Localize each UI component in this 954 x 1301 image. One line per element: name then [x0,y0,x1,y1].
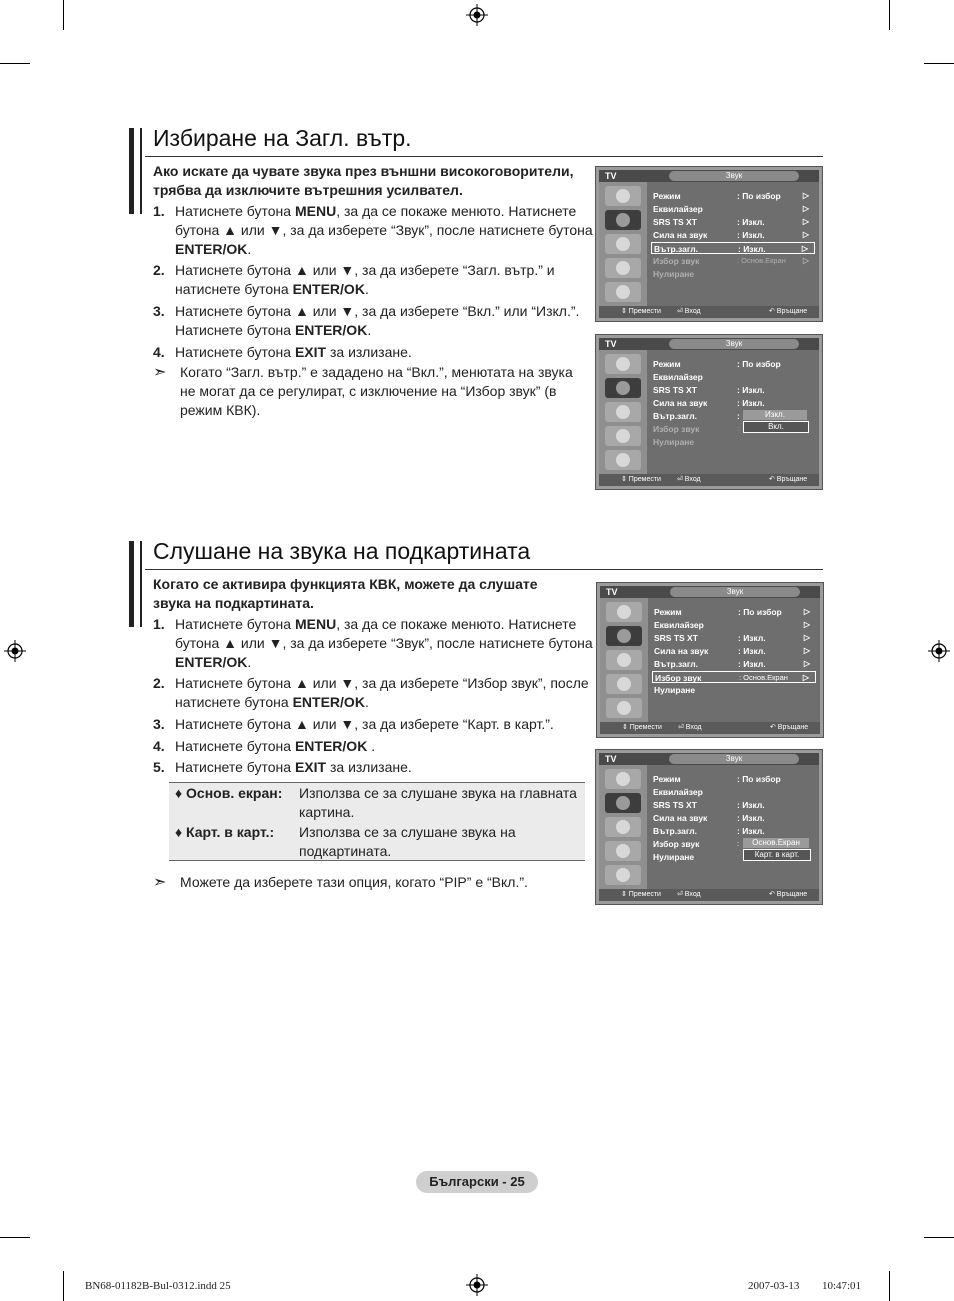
menu-category-glyph-icon [616,381,630,395]
menu-category-glyph-icon [616,261,630,275]
tv-menu-row-value: : [737,424,740,433]
chevron-right-icon: ▷ [802,191,809,200]
menu-category-icon [605,186,641,206]
note-arrow-icon: ➣ [153,364,167,381]
tv-menu-sidebar [599,765,647,889]
step-text: Натиснете бутона ENTER/OK . [175,738,376,754]
tv-menu-hint-move: ⇕ Премести [622,724,662,731]
menu-category-icon [605,426,641,446]
tv-menu-popup-option: Основ.Екран [743,838,809,848]
tv-menu-bottom-bar [599,889,819,901]
tv-menu-popup-option: Вкл. [743,421,809,433]
chevron-right-icon: ▷ [803,607,810,616]
tv-menu-row-value: : По избор [737,359,781,369]
option-key: ♦ Карт. в карт.: [175,824,275,840]
option-value: Използва се за слушане звука на главната картина. [299,785,577,820]
menu-category-icon [605,378,641,398]
tv-menu-row [651,825,815,837]
tv-menu-row-label: Режим [653,774,681,784]
tv-menu-hint-move: ⇕ Премести [621,476,661,483]
step-text: Натиснете бутона EXIT за излизане. [175,344,412,360]
tv-menu-row-label: Избор звук [653,424,700,434]
option-item [175,784,579,822]
tv-label: TV [605,339,617,349]
page-number-badge: Български - 25 [416,1171,538,1193]
tv-menu-hint-back: ↶ Връщане [770,724,809,731]
chevron-right-icon: ▷ [803,659,810,668]
option-item [175,823,579,861]
tv-menu-hint-back: ↶ Връщане [769,891,808,898]
menu-category-glyph-icon [616,357,630,371]
step-text: Натиснете бутона ▲ или ▼, за да изберете “Загл. вътр.” и натиснете бутона ENTER/OK. [175,262,555,297]
step-text: Натиснете бутона ▲ или ▼, за да изберете “Карт. в карт.”. [175,716,554,732]
step-number: 2. [153,262,165,278]
crop-mark [63,0,64,30]
chevron-right-icon: ▷ [803,633,810,642]
chevron-right-icon: ▷ [802,217,809,226]
tv-menu-row-label: SRS TS XT [653,800,697,810]
option-value: Използва се за слушане звука на подкартината. [299,824,516,859]
tv-menu-row [651,268,815,280]
tv-menu-row [651,190,815,202]
tv-menu-topbar [599,753,819,765]
crop-mark [889,1271,890,1301]
menu-category-glyph-icon [616,429,630,443]
tv-menu-row-label: Режим [653,191,681,201]
menu-category-glyph-icon [617,629,631,643]
tv-menu-row [652,606,816,618]
tv-menu-row-label: SRS TS XT [653,217,697,227]
tv-menu-topbar [599,170,819,182]
tv-menu-row-value: : Изкл. [737,826,765,836]
registration-mark-icon [4,640,26,662]
crop-mark [924,63,954,64]
step-number: 2. [153,675,165,691]
note-arrow-icon: ➣ [153,874,167,891]
tv-menu-row-label: Вътр.загл. [653,826,697,836]
tv-menu-row-label: Сила на звук [653,813,708,823]
menu-category-glyph-icon [617,653,631,667]
menu-category-icon [606,626,642,646]
tv-menu-title: Звук [669,754,799,764]
tv-menu-inner [599,753,819,901]
tv-menu-row [651,384,815,396]
section-rule [145,569,823,570]
tv-menu-row-label: Сила на звук [653,230,708,240]
step-text: Натиснете бутона ▲ или ▼, за да изберете “Избор звук”, после натиснете бутона ENTER/OK. [175,675,589,710]
tv-menu-row-label: Еквилайзер [654,620,704,630]
menu-category-glyph-icon [617,605,631,619]
tv-menu-row-value: : Изкл. [738,646,766,656]
footer-file-info: BN68-01182B-Bul-0312.indd 25 [85,1280,231,1292]
menu-category-glyph-icon [616,213,630,227]
tv-menu-row [651,786,815,798]
tv-menu-row [651,242,815,254]
menu-category-glyph-icon [616,405,630,419]
tv-menu-row [652,658,816,670]
menu-category-icon [605,865,641,885]
chevron-right-icon: ▷ [802,256,809,265]
tv-menu-row-value: : По избор [737,191,781,201]
tv-menu-row-label: Сила на звук [653,398,708,408]
tv-menu-bottom-bar [600,722,820,734]
section-intro: Ако искате да чувате звука през външни високоговорители, трябва да изключите вътрешния усилвател. [153,163,574,198]
step-text: Натиснете бутона EXIT за излизане. [175,759,412,775]
section-rule [145,156,823,157]
tv-menu-row-label: Сила на звук [654,646,709,656]
tv-menu-row-label: Нулиране [653,269,695,279]
menu-category-icon [605,769,641,789]
tv-menu-row [652,671,816,683]
menu-category-glyph-icon [616,820,630,834]
tv-menu-row [651,371,815,383]
tv-menu-hint-back: ↶ Връщане [769,308,808,315]
menu-category-glyph-icon [616,453,630,467]
step-number: 4. [153,344,165,360]
section-title: Слушане на звука на подкартината [153,538,531,564]
menu-category-glyph-icon [616,796,630,810]
crop-mark [63,1271,64,1301]
chevron-right-icon: ▷ [801,244,808,253]
tv-menu-row [651,773,815,785]
tv-menu-row-value: : По избор [737,774,781,784]
note-text: Можете да изберете тази опция, когато “PIP” е “Вкл.”. [180,874,528,890]
step-text: Натиснете бутона ▲ или ▼, за да изберете “Вкл.” или “Изкл.”. Натиснете бутона ENTER/OK. [175,303,580,338]
tv-menu-popup-option: Карт. в карт. [743,849,811,861]
tv-menu-inner [599,338,819,486]
menu-category-glyph-icon [617,701,631,715]
step-number: 1. [153,616,165,632]
menu-category-icon [605,841,641,861]
section-bar [129,128,134,214]
tv-menu-row [651,812,815,824]
tv-menu-sidebar [599,350,647,474]
chevron-right-icon: ▷ [802,230,809,239]
tv-menu-row-value: : Изкл. [737,217,765,227]
tv-menu-inner [599,170,819,318]
chevron-right-icon: ▷ [802,204,809,213]
step-text: Натиснете бутона MENU, за да се покаже менюто. Натиснете бутона ▲ или ▼, за да изберете “Звук”, после натиснете бутона ENTER/OK. [175,203,593,257]
menu-category-icon [606,602,642,622]
menu-category-glyph-icon [616,237,630,251]
tv-menu-hint-enter: ⏎ Вход [677,476,701,483]
tv-menu-row [652,619,816,631]
step-number: 3. [153,303,165,319]
menu-category-icon [605,402,641,422]
crop-mark [924,1237,954,1238]
section-title: Избиране на Загл. вътр. [153,125,412,151]
step-number: 3. [153,716,165,732]
tv-menu-row [652,632,816,644]
menu-category-glyph-icon [616,285,630,299]
option-key: ♦ Основ. екран: [175,785,283,801]
menu-category-icon [605,793,641,813]
tv-menu-row-label: Нулиране [653,852,695,862]
menu-category-icon [605,258,641,278]
crop-mark [0,1237,30,1238]
section-bar [140,541,142,627]
tv-label: TV [605,754,617,764]
menu-category-icon [605,450,641,470]
chevron-right-icon: ▷ [803,646,810,655]
tv-menu-row-label: SRS TS XT [653,385,697,395]
tv-menu-row [651,358,815,370]
menu-category-icon [605,234,641,254]
registration-mark-icon [928,640,950,662]
options-box [169,782,585,861]
registration-mark-icon [466,4,488,26]
tv-menu-screenshot [595,334,823,490]
menu-category-icon [605,282,641,302]
tv-menu-bottom-bar [599,306,819,318]
menu-category-icon [605,817,641,837]
tv-menu-hint-enter: ⏎ Вход [677,308,701,315]
footer-timestamp: 2007-03-13 ￿￿ 10:47:01 [748,1280,862,1292]
tv-menu-row [652,645,816,657]
tv-menu-row-value: : Изкл. [737,385,765,395]
tv-menu-row-value: : Основ.Екран [737,256,786,265]
tv-menu-hint-move: ⇕ Премести [621,308,661,315]
section-bar [140,128,142,214]
registration-mark-icon [466,1274,488,1296]
tv-menu-bottom-bar [599,474,819,486]
tv-menu-sidebar [600,598,648,722]
tv-menu-row-label: Нулиране [654,685,696,695]
menu-category-glyph-icon [616,844,630,858]
tv-menu-row [651,255,815,267]
menu-category-glyph-icon [616,772,630,786]
tv-menu-row-label: Режим [653,359,681,369]
tv-menu-screenshot [596,582,824,738]
tv-menu-row-label: Еквилайзер [653,787,703,797]
tv-label: TV [605,171,617,181]
tv-menu-title: Звук [669,171,799,181]
menu-category-glyph-icon [616,189,630,203]
menu-category-icon [605,354,641,374]
tv-menu-row [651,229,815,241]
tv-menu-row [651,216,815,228]
tv-menu-hint-enter: ⏎ Вход [677,891,701,898]
tv-label: TV [606,587,618,597]
step-number: 5. [153,759,165,775]
menu-category-icon [606,650,642,670]
tv-menu-row-label: Вътр.загл. [654,244,698,254]
tv-menu-row [652,684,816,696]
tv-menu-row [651,397,815,409]
tv-menu-topbar [599,338,819,350]
tv-menu-hint-move: ⇕ Премести [621,891,661,898]
menu-category-glyph-icon [616,868,630,882]
tv-menu-row-value: : Изкл. [738,244,766,254]
tv-menu-title: Звук [670,587,800,597]
menu-category-icon [605,210,641,230]
tv-menu-screenshot [595,749,823,905]
menu-category-icon [606,674,642,694]
note-text: Когато “Загл. вътр.” е зададено на “Вкл.”, менютата на звука не могат да се регулират, с изключение на “Избор звук” (в режим КВК). [180,364,573,418]
tv-menu-row-value: : Изкл. [737,230,765,240]
step-number: 4. [153,738,165,754]
tv-menu-screenshot [595,166,823,322]
tv-menu-row [651,436,815,448]
tv-menu-popup-option: Изкл. [743,410,807,420]
tv-menu-row-label: Избор звук [653,256,700,266]
crop-mark [889,0,890,30]
tv-menu-row-value: : Изкл. [737,800,765,810]
tv-menu-topbar [600,586,820,598]
tv-menu-inner [600,586,820,734]
chevron-right-icon: ▷ [803,620,810,629]
tv-menu-title: Звук [669,339,799,349]
section-bar [129,541,134,627]
tv-menu-row [651,799,815,811]
tv-menu-row-value: : Изкл. [737,398,765,408]
tv-menu-row-label: SRS TS XT [654,633,698,643]
tv-menu-row-value: : По избор [738,607,782,617]
tv-menu-row-value: : Изкл. [737,813,765,823]
tv-menu-row-label: Вътр.загл. [654,659,698,669]
chevron-right-icon: ▷ [802,673,809,682]
tv-menu-sidebar [599,182,647,306]
section-intro: Когато се активира функцията КВК, можете да слушате звука на подкартината. [153,576,538,611]
tv-menu-row [651,203,815,215]
tv-menu-row-label: Еквилайзер [653,372,703,382]
tv-menu-row-label: Вътр.загл. [653,411,697,421]
crop-mark [0,63,30,64]
tv-menu-row-value: : [737,839,740,848]
tv-menu-row-label: Режим [654,607,682,617]
tv-menu-hint-enter: ⏎ Вход [678,724,702,731]
tv-menu-row-value: : Изкл. [738,659,766,669]
tv-menu-hint-back: ↶ Връщане [769,476,808,483]
step-number: 1. [153,203,165,219]
menu-category-icon [606,698,642,718]
tv-menu-row-label: Избор звук [655,673,702,683]
tv-menu-row-label: Нулиране [653,437,695,447]
step-text: Натиснете бутона MENU, за да се покаже менюто. Натиснете бутона ▲ или ▼, за да изберете “Звук”, после натиснете бутона ENTER/OK. [175,616,593,670]
tv-menu-row-value: : Основ.Екран [739,673,788,682]
tv-menu-row-label: Еквилайзер [653,204,703,214]
menu-category-glyph-icon [617,677,631,691]
tv-menu-row-value: : [737,411,740,421]
tv-menu-row-value: : Изкл. [738,633,766,643]
tv-menu-row-label: Избор звук [653,839,700,849]
